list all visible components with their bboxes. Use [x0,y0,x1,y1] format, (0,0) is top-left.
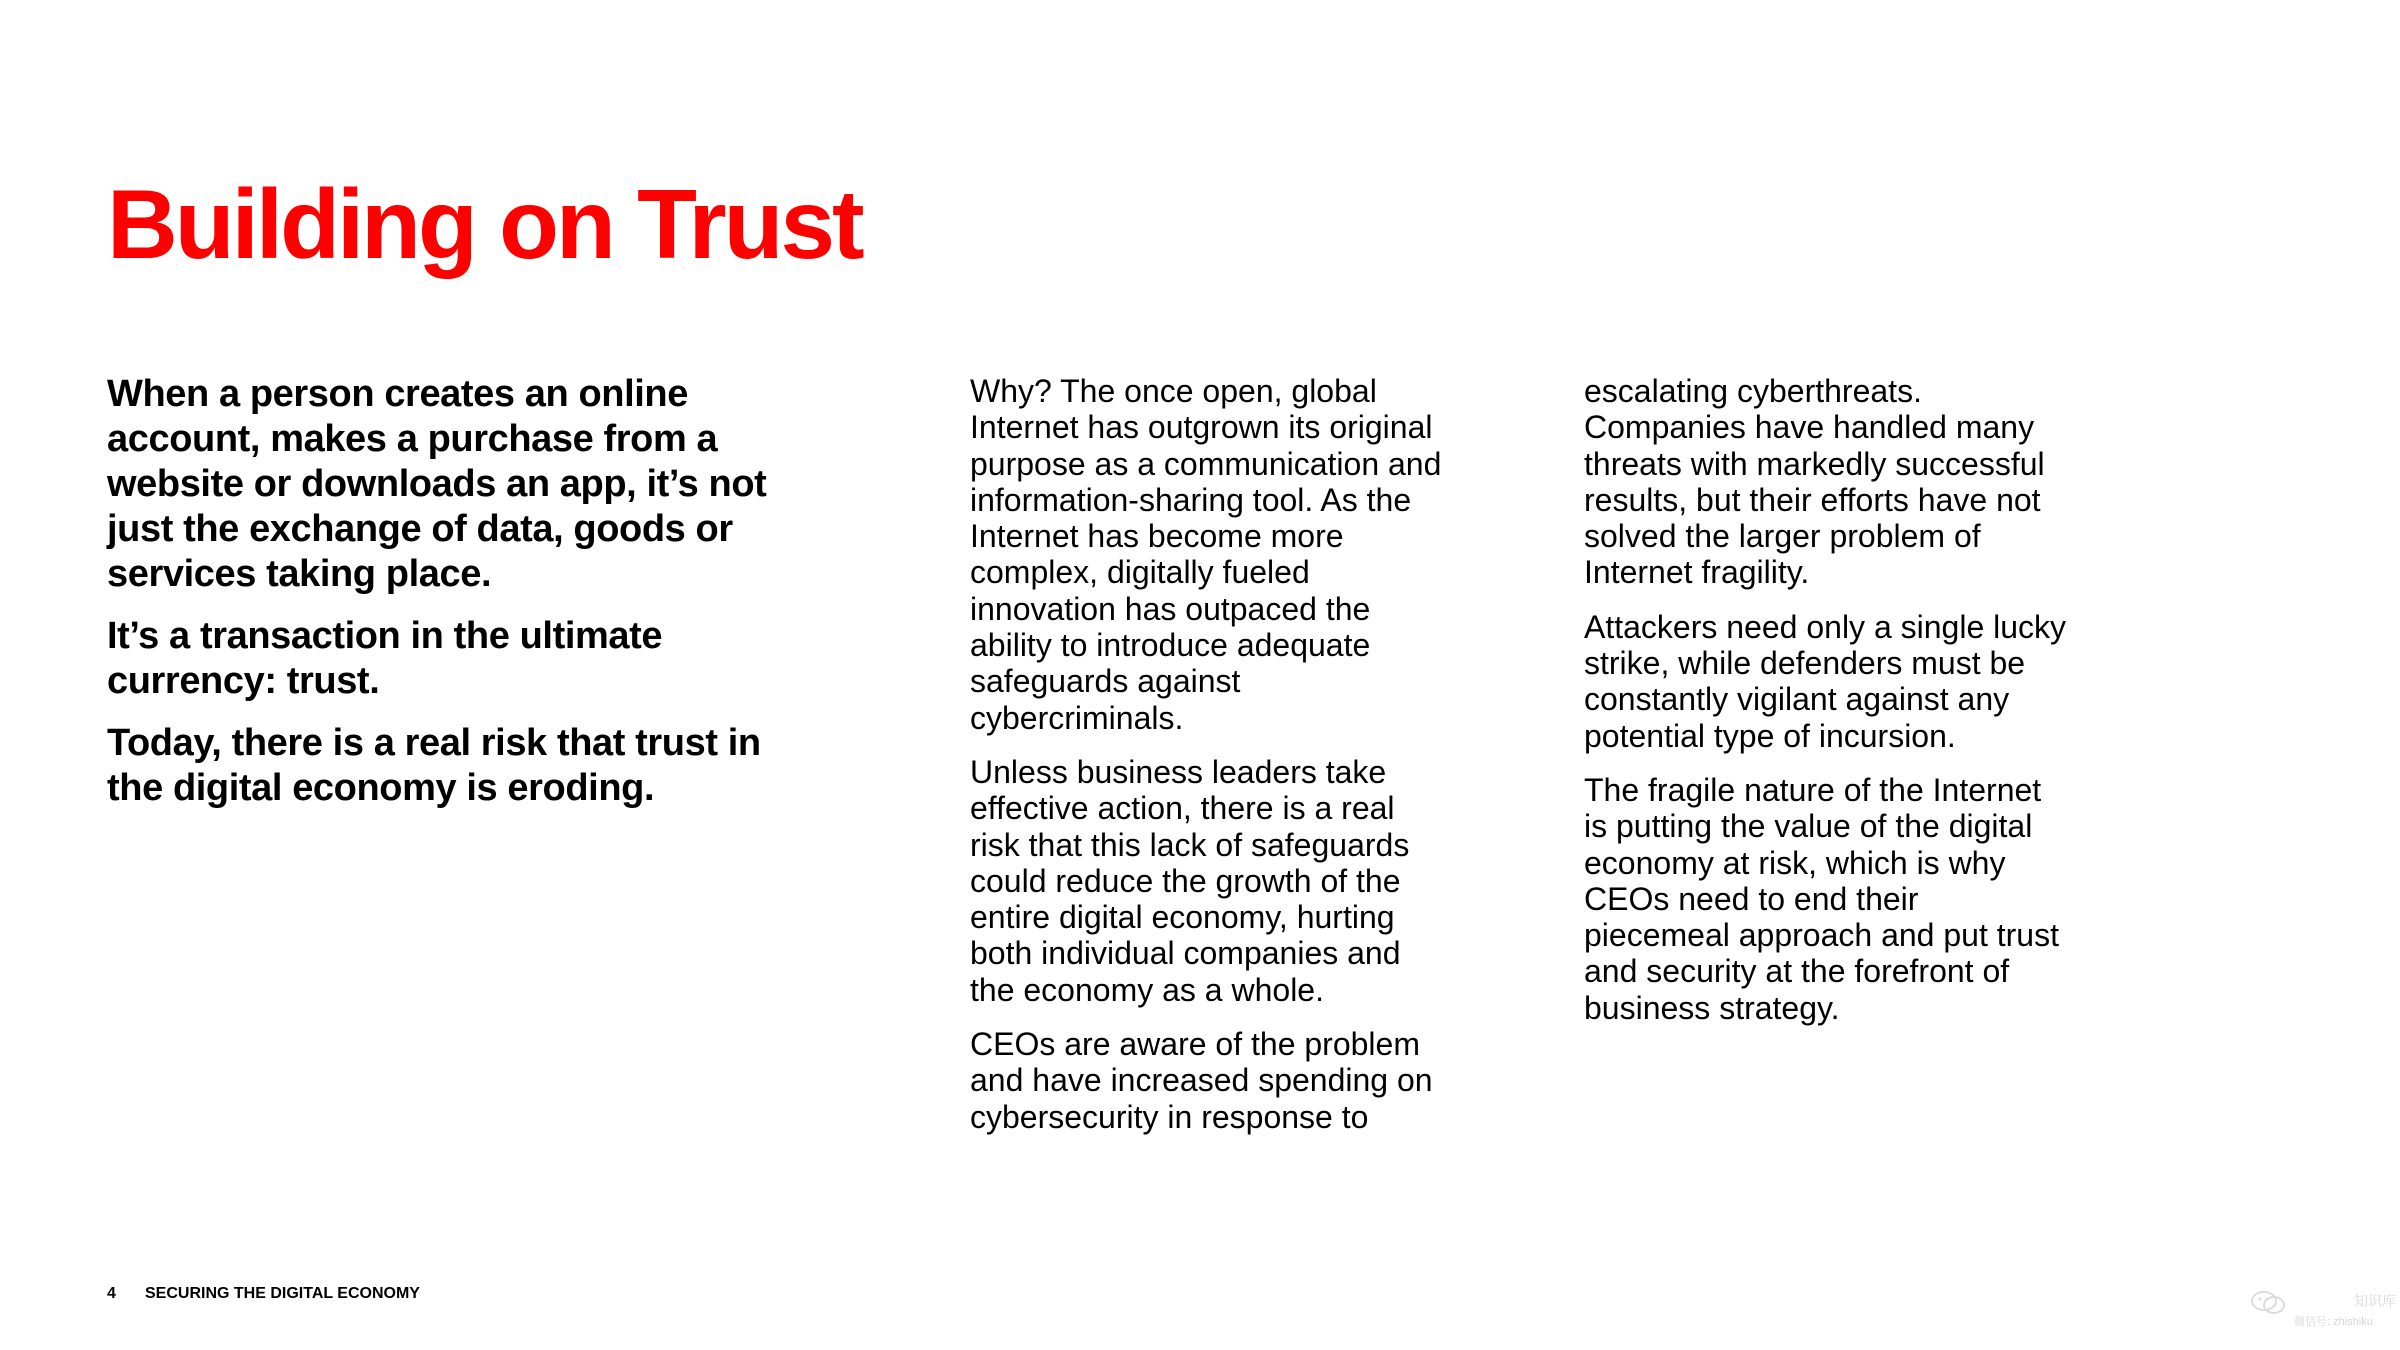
body-paragraph: Why? The once open, global Internet has outgrown its original purpose as a communication and information-sharing tool. As the Internet has become more complex, digitally fueled innovation has outpaced the ability to introduce adequate safeguards against cybercriminals. [970,373,1442,736]
body-paragraph: escalating cyberthreats. Companies have handled many threats with markedly successful results, but their efforts have not solved the larger problem of Internet fragility. [1584,373,2045,591]
intro-statement [107,372,807,828]
page-footer [107,1284,420,1304]
watermark-label: 知识库 [2354,1293,2396,1309]
intro-paragraph-2: It’s a transaction in the ultimate currency: trust. [107,615,663,702]
body-column-middle [970,373,1470,1153]
body-paragraph: Attackers need only a single lucky strike, while defenders must be constantly vigilant against any potential type of incursion. [1584,608,2067,754]
footer-section-title: SECURING THE DIGITAL ECONOMY [145,1285,420,1302]
body-paragraph: CEOs are aware of the problem and have increased spending on cybersecurity in response to [970,1026,1433,1135]
body-paragraph: Unless business leaders take effective action, there is a real risk that this lack of safeguards could reduce the growth of the entire digital economy, hurting both individual companies and the economy as a whole. [970,753,1410,1008]
watermark [2250,1290,2395,1336]
page-number: 4 [107,1285,116,1302]
wechat-icon [2250,1290,2288,1316]
page-title: Building on Trust [107,169,862,279]
body-paragraph: The fragile nature of the Internet is putting the value of the digital economy at risk, which is why CEOs need to end their piecemeal approach and put trust and security at the forefront of business strategy. [1584,771,2059,1026]
watermark-account: 微信号: zhishiku [2294,1316,2373,1328]
intro-paragraph-1: When a person creates an online account, makes a purchase from a website or downloads an app, it’s not just the exchange of data, goods or services taking place. [107,373,767,595]
body-column-right [1584,373,2084,1044]
intro-paragraph-3: Today, there is a real risk that trust in the digital economy is eroding. [107,722,761,809]
